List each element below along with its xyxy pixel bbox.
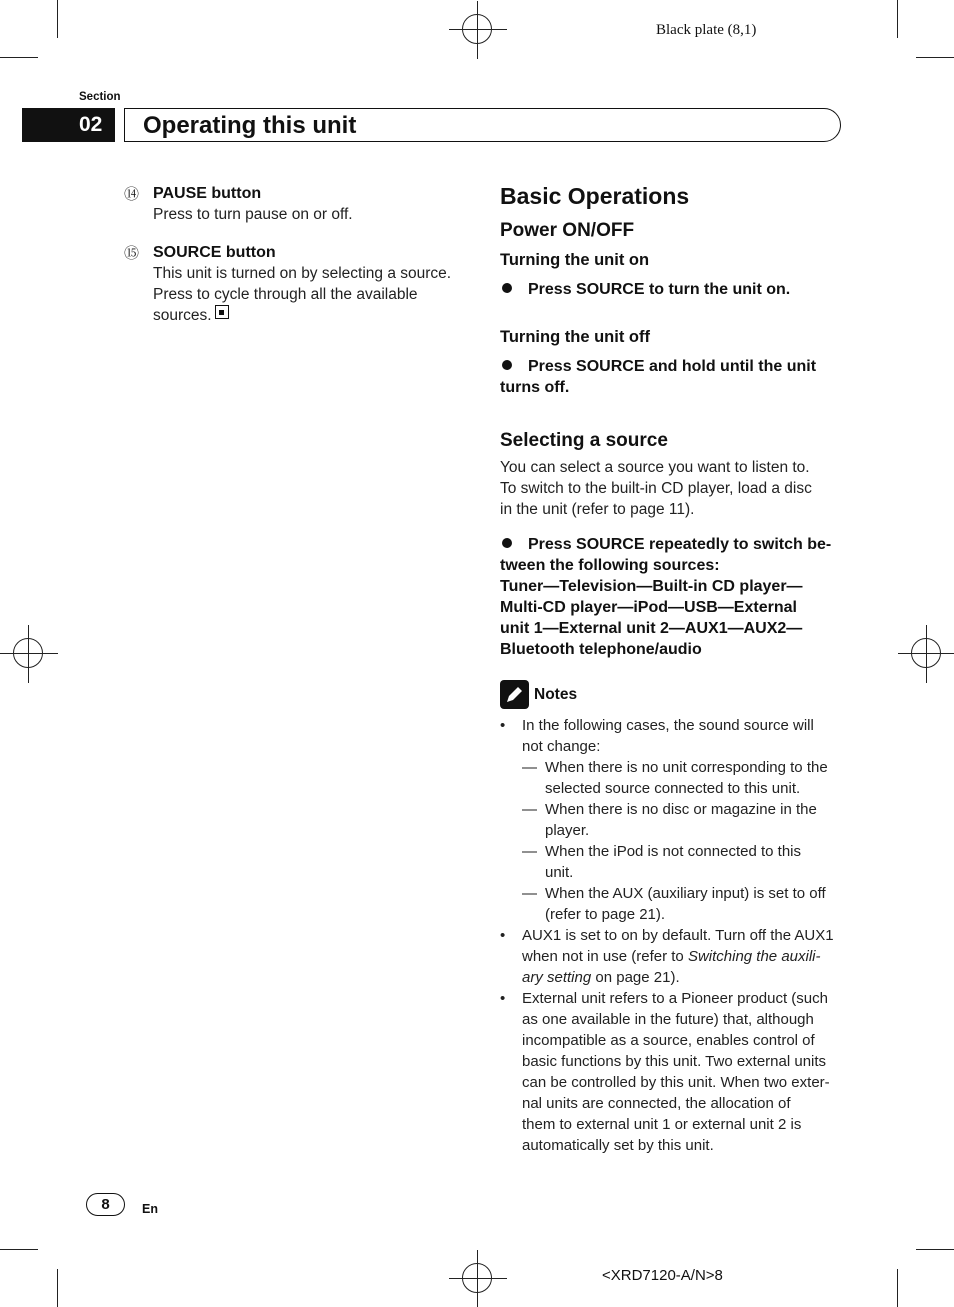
crop-mark bbox=[897, 0, 898, 38]
crop-mark bbox=[897, 1269, 898, 1307]
note-subitem: — When the iPod is not connected to this unit. bbox=[522, 843, 801, 881]
notes-list bbox=[500, 715, 845, 1156]
section-title: Operating this unit bbox=[124, 108, 841, 142]
page-number: 8 bbox=[86, 1193, 125, 1216]
paragraph: in the unit (refer to page 11). bbox=[500, 501, 695, 518]
heading-basic-operations: Basic Operations bbox=[500, 183, 690, 209]
notes-label: Notes bbox=[534, 685, 578, 703]
item-title: PAUSE button bbox=[153, 185, 262, 202]
pencil-icon bbox=[500, 680, 529, 709]
language-label: En bbox=[142, 1202, 158, 1216]
item-pause bbox=[124, 183, 469, 225]
item-number: ⑭ bbox=[124, 185, 140, 203]
crop-mark bbox=[57, 1269, 58, 1307]
section-label: Section bbox=[79, 91, 121, 103]
paragraph: To switch to the built-in CD player, load a disc bbox=[500, 480, 812, 497]
bullet-icon bbox=[502, 538, 512, 548]
note-subitem: — When there is no disc or magazine in the player. bbox=[522, 801, 817, 839]
item-description: Press to turn pause on or off. bbox=[153, 206, 353, 223]
section-number: 02 bbox=[22, 108, 115, 142]
paragraph: You can select a source you want to listen to. bbox=[500, 459, 810, 476]
item-description: sources. bbox=[153, 307, 212, 324]
left-column bbox=[124, 183, 469, 343]
registration-mark-icon bbox=[911, 638, 941, 668]
end-mark-icon bbox=[215, 305, 229, 319]
registration-mark-icon bbox=[462, 1263, 492, 1293]
item-description: Press to cycle through all the available bbox=[153, 286, 418, 303]
bullet-icon bbox=[502, 360, 512, 370]
source-list: unit 1—External unit 2—AUX1—AUX2— bbox=[500, 620, 803, 637]
source-list: Bluetooth telephone/audio bbox=[500, 641, 702, 658]
item-title: SOURCE button bbox=[153, 244, 276, 261]
notes-header bbox=[500, 680, 845, 709]
step-turn-off-cont: turns off. bbox=[500, 379, 570, 396]
note-subitem: — When the AUX (auxiliary input) is set to off (refer to page 21). bbox=[522, 885, 826, 923]
crop-mark bbox=[0, 1249, 38, 1250]
note-item: • AUX1 is set to on by default. Turn off the AUX1 when not in use (refer to Switching the auxili- ary setting on page 21). bbox=[500, 927, 834, 986]
crop-mark bbox=[0, 57, 38, 58]
registration-mark-icon bbox=[13, 638, 43, 668]
source-list: Tuner—Television—Built-in CD player— bbox=[500, 578, 803, 595]
step-turn-on: Press SOURCE to turn the unit on. bbox=[500, 279, 845, 300]
item-description: This unit is turned on by selecting a source. bbox=[153, 265, 452, 282]
heading-selecting-source: Selecting a source bbox=[500, 430, 668, 451]
document-code: <XRD7120-A/N>8 bbox=[602, 1267, 723, 1284]
item-source bbox=[124, 242, 469, 326]
note-item: • External unit refers to a Pioneer product (such as one available in the future) that, although incompatible as a source, enables control of basic functions by this unit. Two external units can be controlled by this unit. When two exter- nal units are connected, the allocation of them to external unit 1 or external unit 2 is automatically set by this unit. bbox=[500, 990, 830, 1154]
right-column bbox=[500, 181, 845, 1156]
crop-mark bbox=[57, 0, 58, 38]
plate-label: Black plate (8,1) bbox=[656, 22, 757, 38]
registration-mark-icon bbox=[462, 14, 492, 44]
step-turn-off: Press SOURCE and hold until the unit bbox=[500, 356, 845, 377]
heading-turning-off: Turning the unit off bbox=[500, 328, 650, 346]
note-item: • In the following cases, the sound source will not change: — When there is no unit corresponding to the selected source connected to this unit. — When there is no disc or magazine in the player. — When the iPod is not connected to this unit. — When the AUX (auxiliary input) is set to off (refer to page 21). bbox=[500, 717, 828, 923]
bullet-icon bbox=[502, 283, 512, 293]
heading-power: Power ON/OFF bbox=[500, 220, 635, 241]
step-select: Press SOURCE repeatedly to switch be- bbox=[500, 534, 845, 555]
crop-mark bbox=[916, 57, 954, 58]
note-subitem: — When there is no unit corresponding to the selected source connected to this unit. bbox=[522, 759, 828, 797]
item-number: ⑮ bbox=[124, 244, 140, 262]
step-select-line: tween the following sources: bbox=[500, 557, 720, 574]
heading-turning-on: Turning the unit on bbox=[500, 251, 650, 269]
source-list: Multi-CD player—iPod—USB—External bbox=[500, 599, 797, 616]
crop-mark bbox=[916, 1249, 954, 1250]
